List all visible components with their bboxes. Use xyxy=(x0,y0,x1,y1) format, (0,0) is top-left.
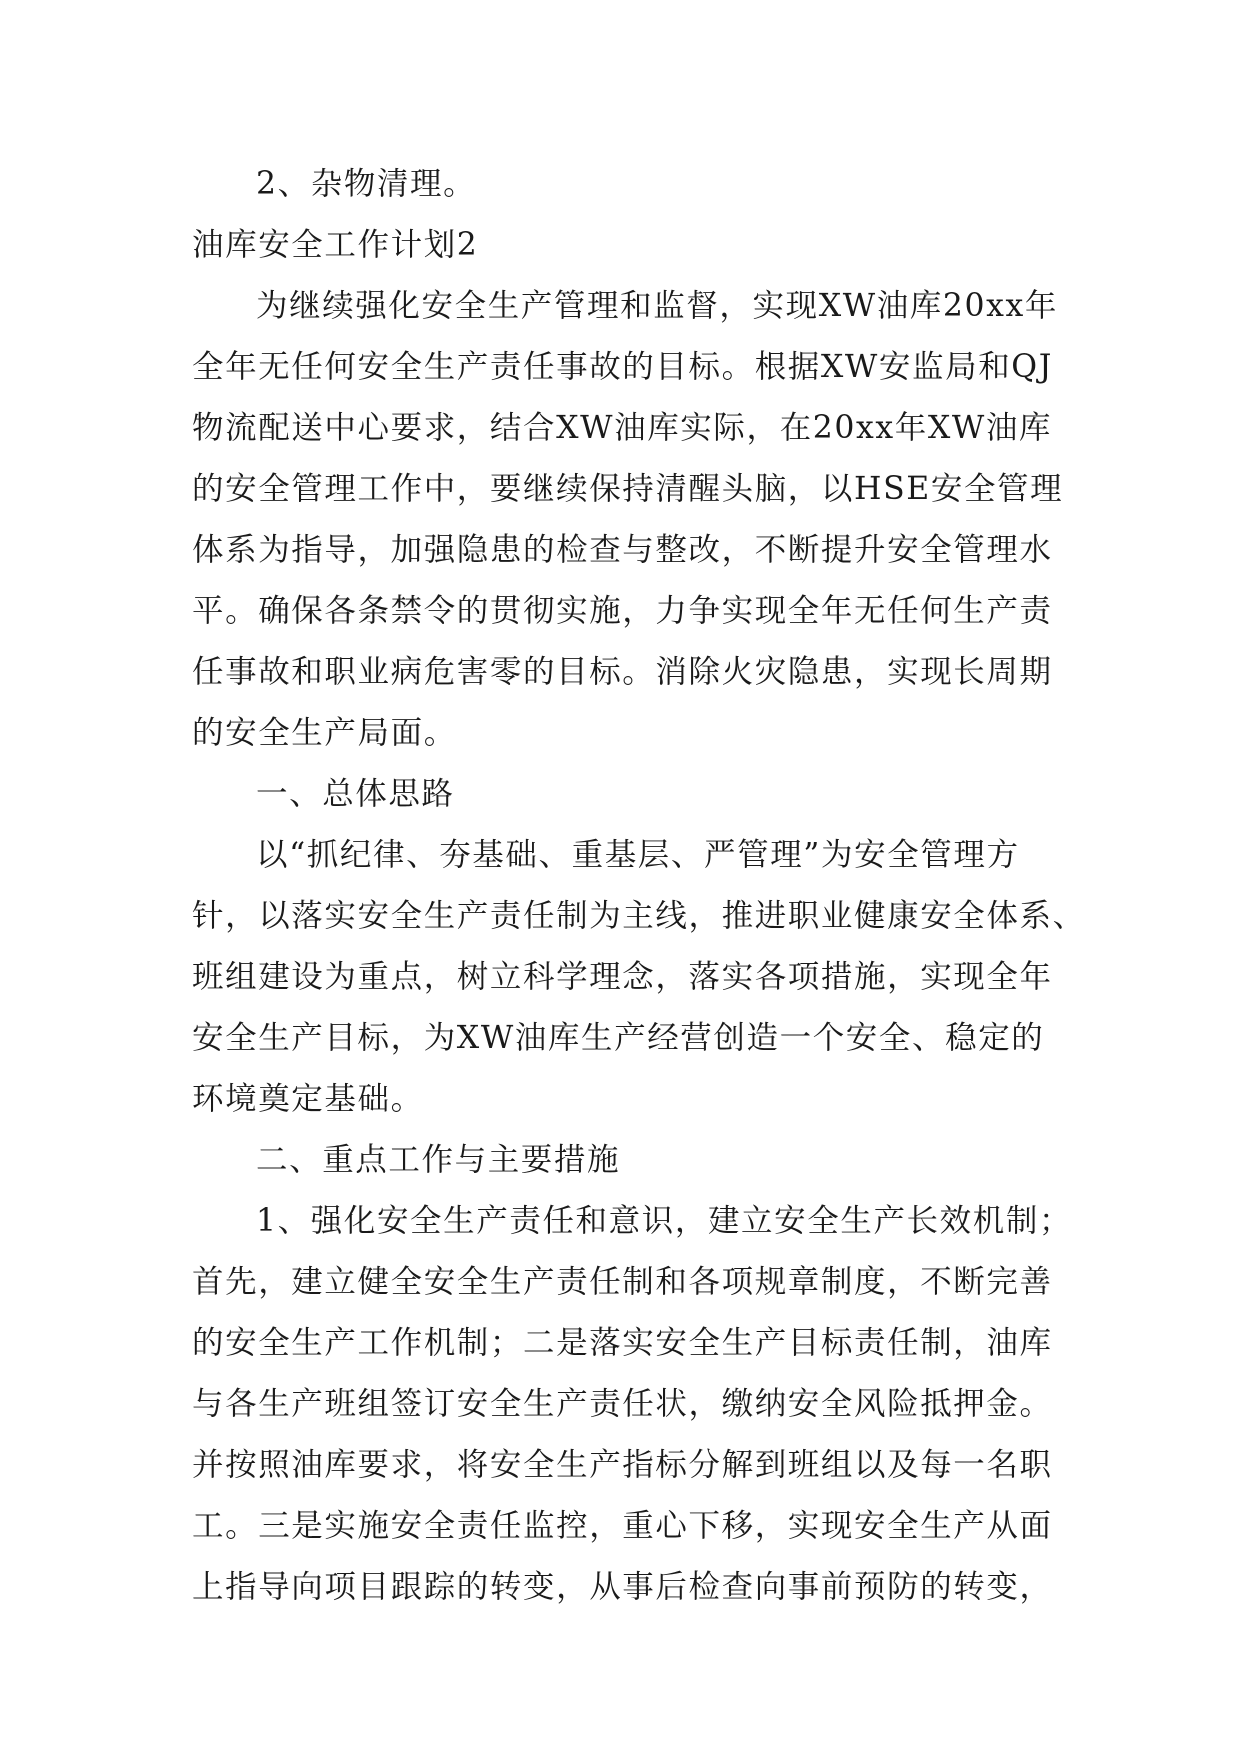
paragraph-line: 体系为指导，加强隐患的检查与整改，不断提升安全管理水 xyxy=(192,532,1053,568)
paragraph-line: 1、强化安全生产责任和意识，建立安全生产长效机制； xyxy=(256,1203,1073,1239)
paragraph-line: 全年无任何安全生产责任事故的目标。根据XW安监局和QJ xyxy=(192,349,1053,385)
section-title: 油库安全工作计划2 xyxy=(192,227,479,263)
paragraph-line: 为继续强化安全生产管理和监督，实现XW油库20xx年 xyxy=(256,288,1059,324)
paragraph-line: 与各生产班组签订安全生产责任状，缴纳安全风险抵押金。 xyxy=(192,1386,1053,1422)
paragraph-line: 的安全生产局面。 xyxy=(192,715,457,751)
paragraph-line: 以“抓纪律、夯基础、重基层、严管理”为安全管理方 xyxy=(256,837,1020,873)
paragraph-line: 针，以落实安全生产责任制为主线，推进职业健康安全体系、 xyxy=(192,898,1086,934)
paragraph-line: 首先，建立健全安全生产责任制和各项规章制度，不断完善 xyxy=(192,1264,1053,1300)
list-item-debris-cleanup: 2、杂物清理。 xyxy=(256,166,477,202)
paragraph-line: 工。三是实施安全责任监控，重心下移，实现安全生产从面 xyxy=(192,1508,1053,1544)
paragraph-line: 的安全管理工作中，要继续保持清醒头脑，以HSE安全管理 xyxy=(192,471,1064,507)
paragraph-line: 班组建设为重点，树立科学理念，落实各项措施，实现全年 xyxy=(192,959,1053,995)
heading-overall-approach: 一、总体思路 xyxy=(256,776,455,812)
paragraph-line: 环境奠定基础。 xyxy=(192,1081,424,1117)
paragraph-line: 的安全生产工作机制；二是落实安全生产目标责任制，油库 xyxy=(192,1325,1053,1361)
document-body xyxy=(192,154,1086,1618)
paragraph-line: 物流配送中心要求，结合XW油库实际，在20xx年XW油库 xyxy=(192,410,1053,446)
paragraph-line: 上指导向项目跟踪的转变，从事后检查向事前预防的转变， xyxy=(192,1569,1053,1605)
paragraph-line: 安全生产目标，为XW油库生产经营创造一个安全、稳定的 xyxy=(192,1020,1045,1056)
paragraph-line: 并按照油库要求，将安全生产指标分解到班组以及每一名职 xyxy=(192,1447,1053,1483)
heading-key-work-measures: 二、重点工作与主要措施 xyxy=(256,1142,621,1178)
paragraph-line: 平。确保各条禁令的贯彻实施，力争实现全年无任何生产责 xyxy=(192,593,1053,629)
paragraph-line: 任事故和职业病危害零的目标。消除火灾隐患，实现长周期 xyxy=(192,654,1053,690)
